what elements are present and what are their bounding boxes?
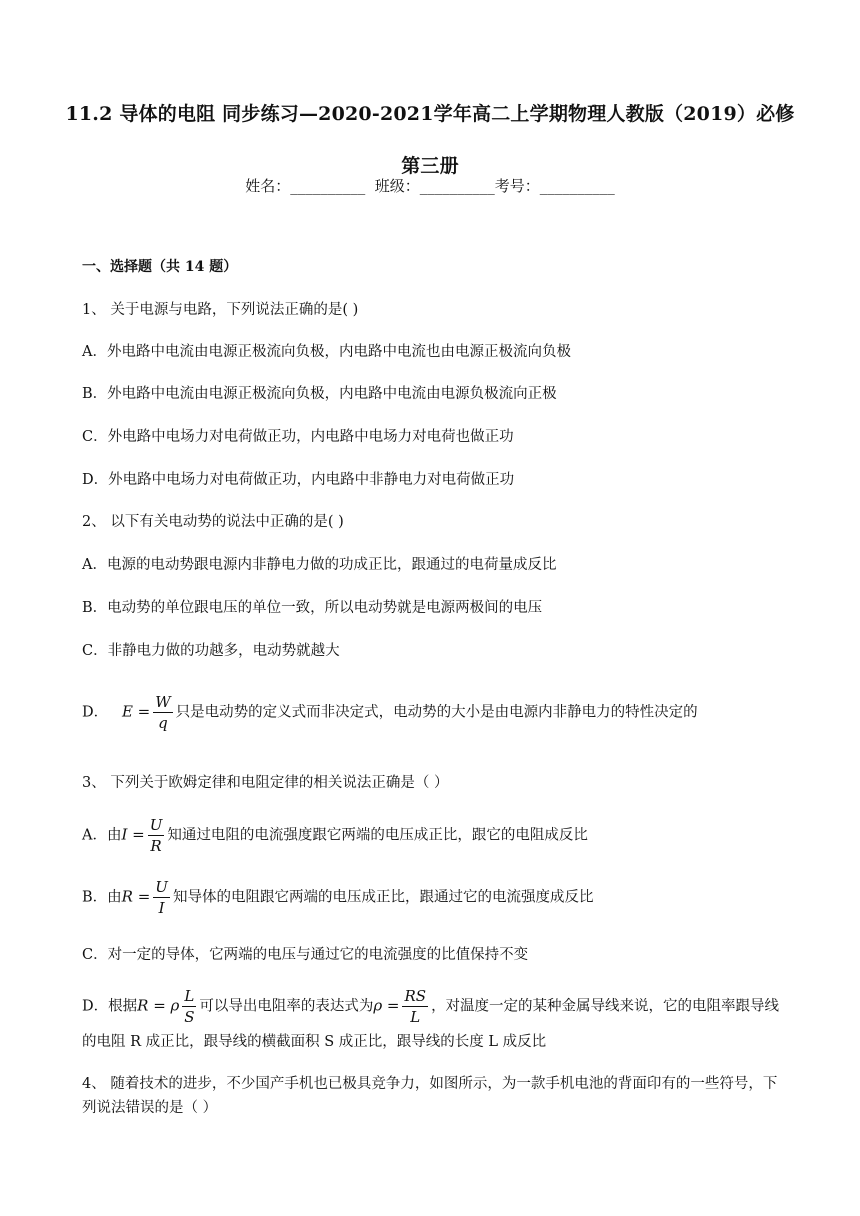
class-label: 班级： (374, 177, 420, 195)
q1-option-c: C．外电路中电场力对电荷做正功，内电路中电场力对电荷也做正功 (82, 429, 514, 445)
q2-stem: 2、 以下有关电动势的说法中正确的是( ) (82, 514, 344, 530)
q3-d-mid: 可以导出电阻率的表达式为 (199, 998, 374, 1015)
q3-d-denominator: S (184, 1008, 195, 1026)
q3-b-numerator: U (155, 878, 168, 896)
q2-option-a: A．电源的电动势跟电源内非静电力做的功成正比，跟通过的电荷量成反比 (82, 557, 557, 573)
q3-d-numerator: L (184, 987, 195, 1005)
q3-d-prefix: D．根据 (82, 998, 138, 1015)
q3-d-numerator2: RS (404, 987, 427, 1005)
q3-option-b (82, 877, 782, 918)
q4-stem: 4、 随着技术的进步，不少国产手机也已极具竞争力，如图所示，为一款手机电池的背面印有的一些符号，下列说法错误的是（ ） (82, 1076, 778, 1116)
q1-option-b: B．外电路中电流由电源正极流向负极，内电路中电流由电源负极流向正极 (82, 386, 557, 402)
q1-stem: 1、 关于电源与电路，下列说法正确的是( ) (82, 302, 359, 318)
q3-option-d (82, 986, 782, 1057)
q2-d-numerator: W (155, 693, 171, 711)
q3-d-lhs2: ρ = (373, 996, 400, 1015)
q3-b-text: 知导体的电阻跟它两端的电压成正比，跟通过它的电流强度成反比 (172, 889, 594, 906)
q2-option-b: B．电动势的单位跟电压的单位一致，所以电动势就是电源两极间的电压 (82, 600, 543, 616)
q3-d-lhs: R = ρ (137, 996, 180, 1015)
q3-a-prefix: A．由 (82, 827, 122, 844)
q3-d-text: ，对温度一定的某种金属导线来说，它的电阻率跟导线的电阻 R 成正比，跟导线的横截面积 S 成正比，跟导线的长度 L 成反比 (82, 998, 780, 1050)
q3-b-denominator: I (158, 899, 165, 917)
student-info-line (0, 174, 860, 198)
q3-a-fraction (148, 815, 165, 856)
q2-d-text: 只是电动势的定义式而非决定式，电动势的大小是由电源内非静电力的特性决定的 (175, 704, 698, 721)
q2-d-prefix: D． (82, 704, 109, 721)
q3-b-fraction (153, 877, 170, 918)
q3-option-a (82, 815, 782, 856)
q2-option-c: C．非静电力做的功越多，电动势就越大 (82, 643, 340, 659)
q2-option-d (82, 692, 782, 733)
q1-option-a: A．外电路中电流由电源正极流向负极，内电路中电流也由电源正极流向负极 (82, 344, 571, 360)
name-blank: __________ (290, 177, 366, 195)
q2-d-fraction (153, 692, 172, 733)
q3-b-lhs: R = (121, 887, 151, 906)
q3-d-fraction2 (402, 986, 428, 1027)
section-title: 一、选择题（共 14 题） (82, 259, 238, 275)
exam-label: 考号： (494, 177, 540, 195)
q3-d-denominator2: L (410, 1008, 421, 1026)
q2-d-lhs: E = (121, 702, 151, 721)
exam-blank: __________ (539, 177, 615, 195)
q3-stem: 3、 下列关于欧姆定律和电阻定律的相关说法正确是（ ） (82, 775, 449, 791)
q3-a-numerator: U (149, 816, 163, 834)
q1-option-d: D．外电路中电场力对电荷做正功，内电路中非静电力对电荷做正功 (82, 472, 515, 488)
q2-d-denominator: q (158, 714, 168, 732)
q3-b-prefix: B．由 (82, 889, 122, 906)
q3-a-lhs: I = (121, 825, 145, 844)
q3-a-denominator: R (150, 837, 162, 855)
q3-a-text: 知通过电阻的电流强度跟它两端的电压成正比，跟它的电阻成反比 (167, 827, 588, 844)
q3-option-c: C．对一定的导体，它两端的电压与通过它的电流强度的比值保持不变 (82, 947, 529, 963)
document-title: 11.2 导体的电阻 同步练习—2020-2021学年高二上学期物理人教版（2019）必修第三册 (65, 103, 795, 177)
q3-d-fraction (182, 986, 196, 1027)
class-blank: __________ (419, 177, 495, 195)
name-label: 姓名： (245, 177, 291, 195)
